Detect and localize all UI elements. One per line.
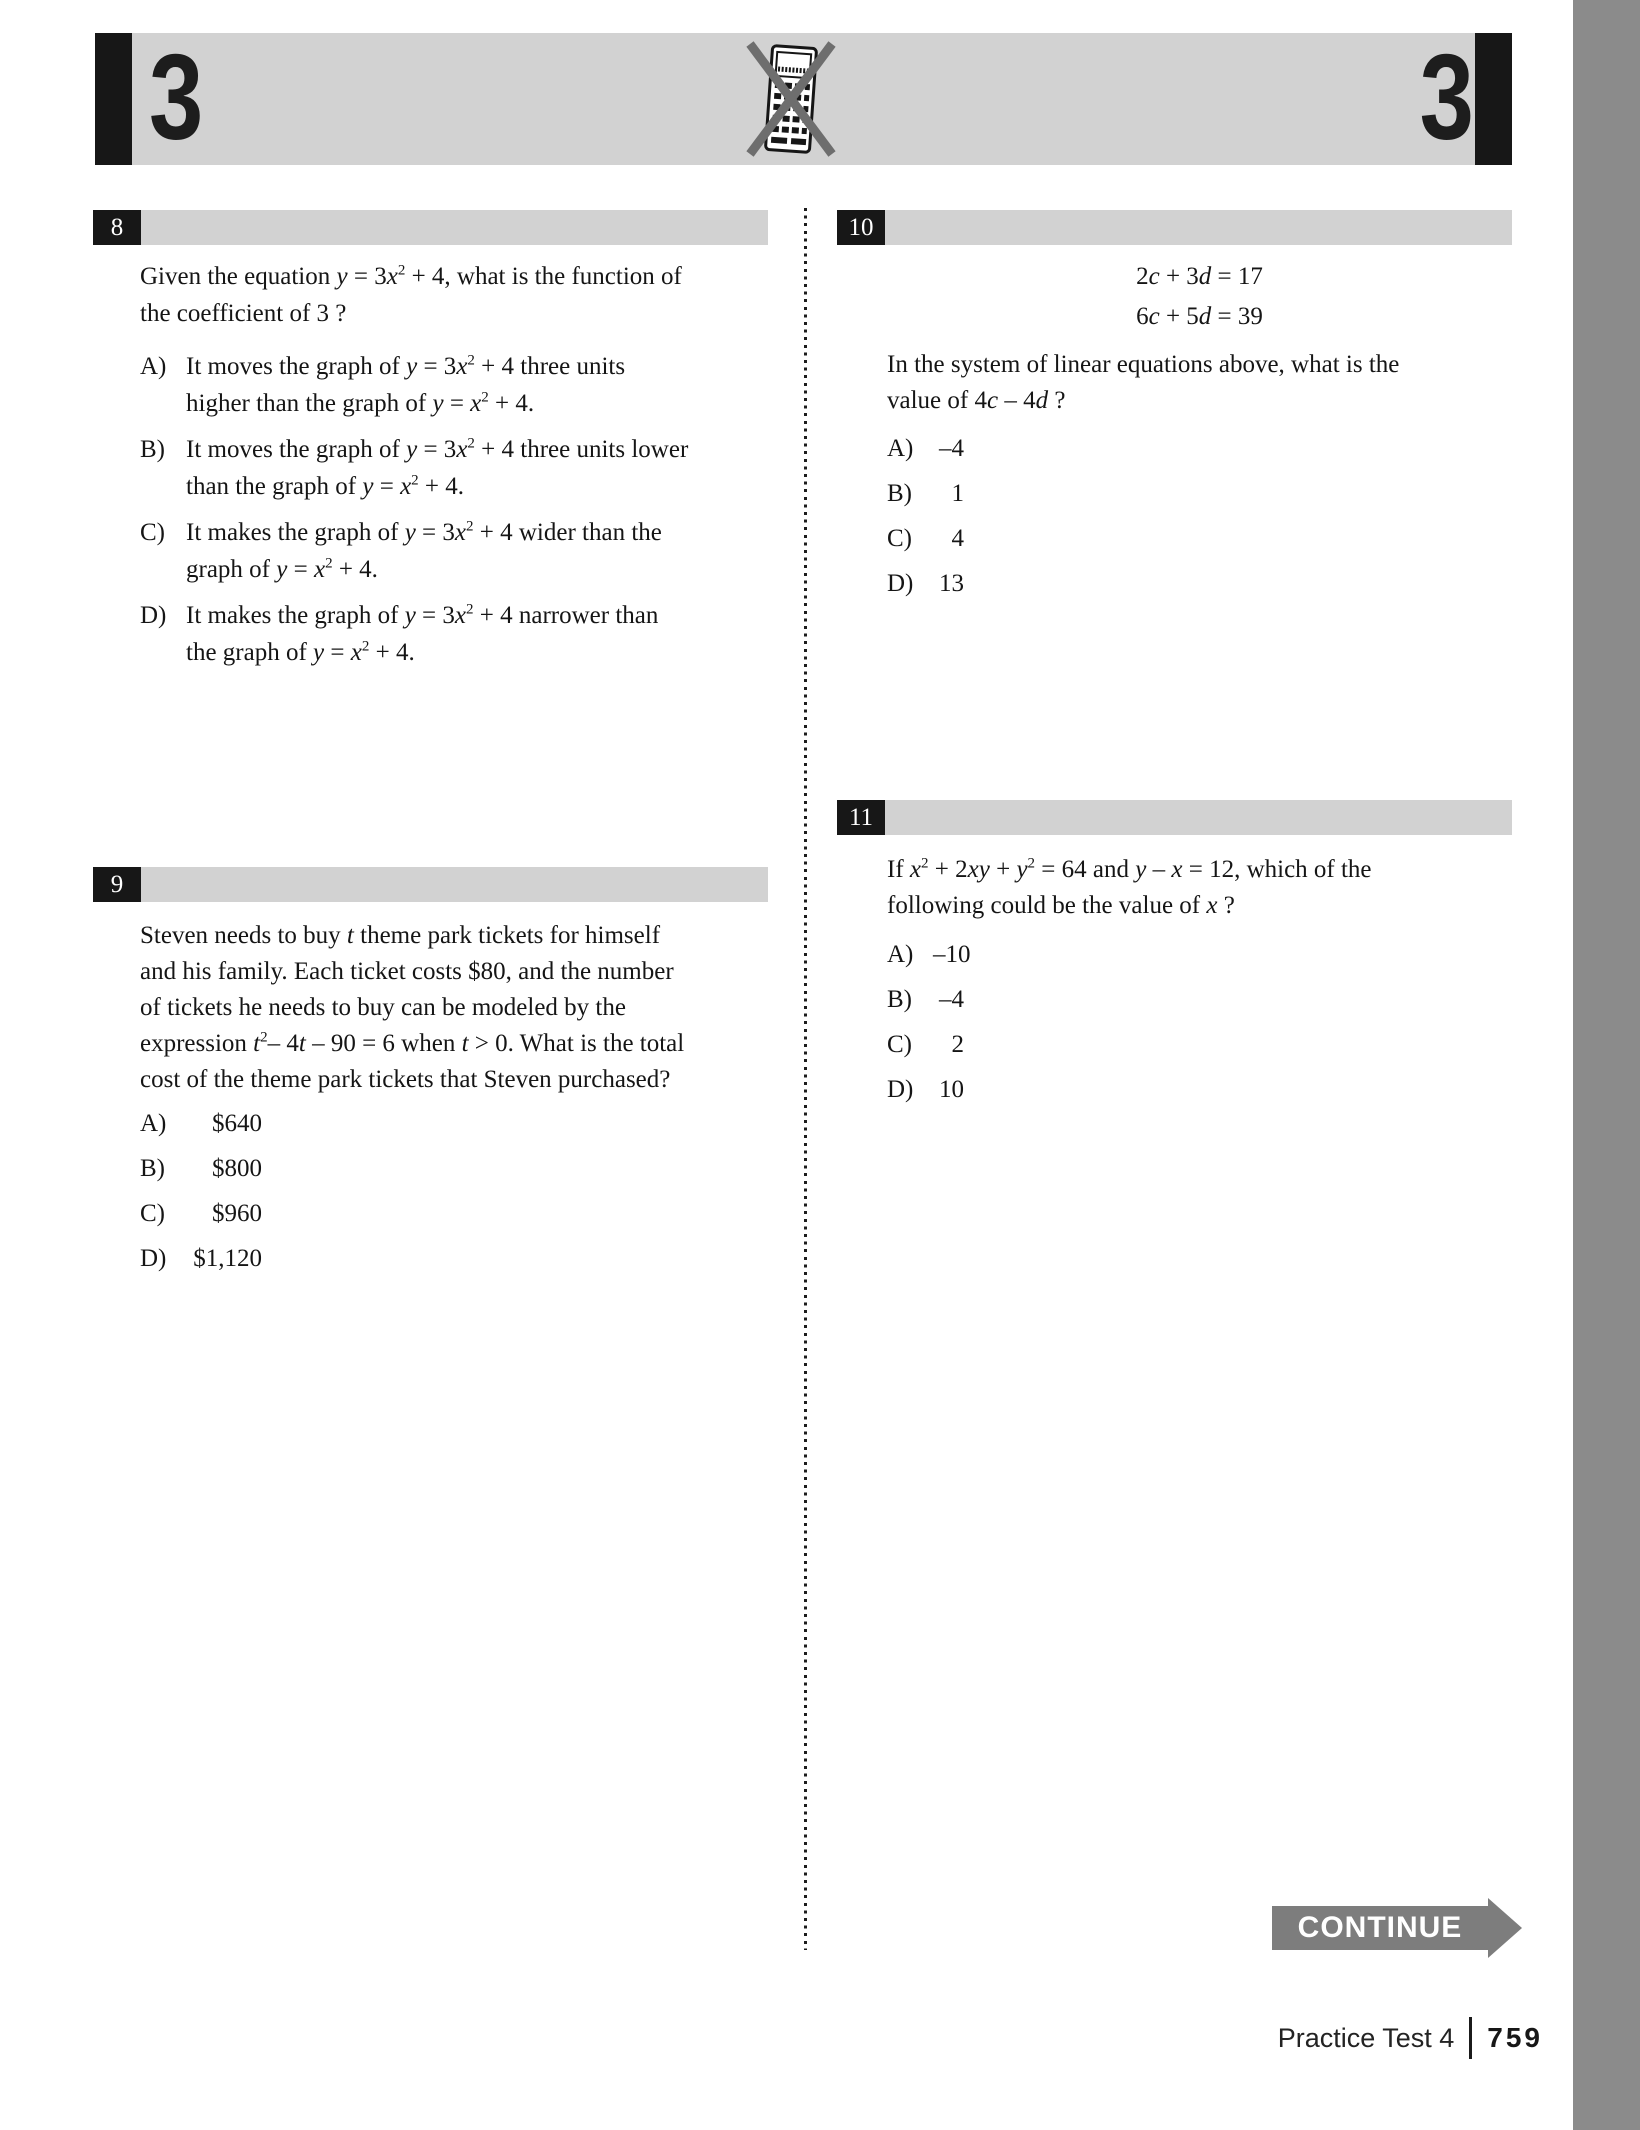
answer-option-c (140, 1196, 768, 1232)
answer-option-a (887, 431, 1512, 467)
page-footer (1278, 2016, 1543, 2060)
option-value: $960 (212, 1200, 262, 1227)
option-value: –10 (933, 941, 971, 968)
answer-options (887, 431, 1512, 602)
no-calculator-icon (743, 41, 839, 157)
option-value: $1,120 (193, 1245, 262, 1272)
answer-option-d (140, 597, 768, 671)
option-value: 10 (939, 1076, 964, 1103)
practice-test-label: Practice Test 4 (1277, 2022, 1455, 2053)
question-prompt: Steven needs to buy t theme park tickets for himself and his family. Each ticket costs $80, and the number of tickets he needs to buy can be modeled by the expression $t^2-$ 4t – 90 = 6 when t > 0. What is the total cost of the theme park tickets that Steven purchased? (140, 922, 685, 1093)
footer-divider (1469, 2017, 1472, 2059)
option-letter: D) (140, 1245, 167, 1272)
equation-block (887, 257, 1512, 337)
question-number-badge: 10 (837, 210, 885, 245)
option-value: $800 (212, 1155, 262, 1182)
question-number-badge: 8 (93, 210, 141, 245)
option-letter: D) (887, 1076, 914, 1103)
option-letter: B) (140, 436, 165, 463)
question-header-bar (885, 800, 1512, 835)
equation-2: 6c + 5d = 39 (1136, 303, 1263, 330)
answer-options (887, 937, 1512, 1108)
continue-button[interactable] (1272, 1898, 1524, 1958)
answer-option-a (887, 937, 1512, 973)
answer-option-c (887, 1027, 1512, 1063)
question-8 (93, 210, 768, 680)
header-right-black-bar (1475, 33, 1512, 165)
answer-option-d (887, 566, 1512, 602)
question-8-header (93, 210, 768, 245)
option-value: –4 (939, 986, 964, 1013)
option-text: It makes the graph of $y = 3x^2 + 4$ narrower than the graph of $y = x^2 + 4$. (186, 601, 659, 666)
column-divider-dotted (804, 208, 807, 1950)
option-letter: C) (887, 525, 912, 552)
question-prompt: If $x^2 + 2xy + y^2 = 64$ and y – x = 12, which of the following could be the value of x ? (887, 855, 1372, 919)
section-number-left: 3 (149, 28, 204, 165)
option-value: –4 (939, 435, 964, 462)
answer-option-a (140, 1106, 768, 1142)
answer-options (140, 1106, 768, 1277)
question-9-header (93, 867, 768, 902)
option-letter: B) (887, 480, 912, 507)
option-letter: C) (140, 1200, 165, 1227)
answer-option-b (140, 431, 768, 505)
question-9 (93, 867, 768, 1286)
answer-options (140, 348, 768, 671)
answer-option-d (887, 1072, 1512, 1108)
option-letter: A) (140, 1110, 167, 1137)
option-letter: A) (140, 353, 167, 380)
option-value: 4 (951, 525, 964, 552)
answer-option-b (887, 476, 1512, 512)
option-letter: A) (887, 941, 914, 968)
option-letter: A) (887, 435, 914, 462)
continue-label: CONTINUE (1272, 1906, 1488, 1950)
option-letter: C) (887, 1031, 912, 1058)
continue-arrow-head-icon (1488, 1898, 1522, 1958)
option-text: It moves the graph of $y = 3x^2 + 4$ three units lower than the graph of $y = x^2 + 4$. (186, 435, 689, 500)
question-prompt: In the system of linear equations above, what is the value of 4c – 4d ? (887, 351, 1400, 414)
option-letter: C) (140, 519, 165, 546)
option-letter: B) (887, 986, 912, 1013)
section-header (95, 28, 1512, 165)
question-10 (837, 210, 1512, 611)
answer-option-a (140, 348, 768, 422)
question-header-bar (141, 210, 768, 245)
equation-1: 2c + 3d = 17 (1136, 263, 1263, 290)
question-header-bar (885, 210, 1512, 245)
answer-option-c (887, 521, 1512, 557)
option-value: $640 (212, 1110, 262, 1137)
header-left-black-bar (95, 33, 132, 165)
answer-option-b (887, 982, 1512, 1018)
option-value: 13 (939, 570, 964, 597)
answer-option-d (140, 1241, 768, 1277)
option-text: It moves the graph of $y = 3x^2 + 4$ three units higher than the graph of $y = x^2 + 4$. (186, 352, 626, 417)
option-text: It makes the graph of $y = 3x^2 + 4$ wider than the graph of $y = x^2 + 4$. (186, 518, 662, 583)
option-letter: B) (140, 1155, 165, 1182)
question-number-badge: 9 (93, 867, 141, 902)
question-11 (837, 800, 1512, 1117)
question-number-badge: 11 (837, 800, 885, 835)
page-number: 759 (1487, 2022, 1543, 2053)
answer-option-b (140, 1151, 768, 1187)
page-edge-strip (1573, 0, 1640, 2130)
question-10-header (837, 210, 1512, 245)
option-value: 1 (951, 480, 964, 507)
option-letter: D) (887, 570, 914, 597)
option-value: 2 (951, 1031, 964, 1058)
section-number-right: 3 (1419, 28, 1474, 165)
answer-option-c (140, 514, 768, 588)
question-11-header (837, 800, 1512, 835)
question-prompt: Given the equation $y = 3x^2 + 4$, what is the function of the coefficient of 3 ? (140, 262, 682, 327)
option-letter: D) (140, 602, 167, 629)
question-header-bar (141, 867, 768, 902)
